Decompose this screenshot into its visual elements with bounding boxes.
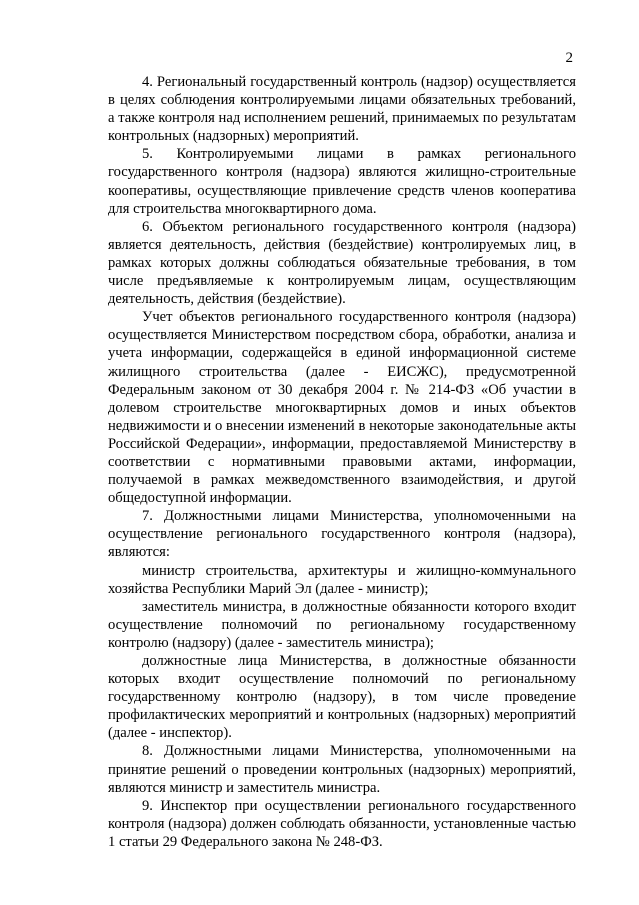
paragraph-objects-accounting: Учет объектов регионального государственного контроля (надзора) осуществляется Министерством посредством сбора, обработки, анализа и учета информации, содержащейся в единой информационной системе жилищного строительства (далее - ЕИСЖС), предусмотренной Федеральным законом от 30 декабря 2004 г. № 214-ФЗ «Об участии в долевом строительстве многоквартирных домов и иных объектов недвижимости и о внесении изменений в некоторые законодательные акты Российской Федерации», информации, предоставляемой Министерству в соответствии с нормативными правовыми актами, информации, получаемой в рамках межведомственного взаимодействия, и другой общедоступной информации. — [108, 309, 576, 507]
paragraph-minister: министр строительства, архитектуры и жилищно-коммунального хозяйства Республики Марий Эл (далее - министр); — [108, 562, 576, 597]
paragraph-inspector: должностные лица Министерства, в должностные обязанности которых входит осуществление полномочий по региональному государственному контролю (надзору), в том числе проведение профилактических мероприятий и контрольных (надзорных) мероприятий (далее - инспектор). — [108, 653, 576, 742]
paragraph-5-controlled-persons: 5. Контролируемыми лицами в рамках регионального государственного контроля (надзора) являются жилищно-строительные кооперативы, осуществляющие привлечение средств членов кооператива для строительства многоквартирного дома. — [108, 146, 576, 217]
paragraph-7-officials: 7. Должностными лицами Министерства, уполномоченными на осуществление регионального государственного контроля (надзора), являются: — [108, 508, 576, 561]
paragraph-deputy-minister: заместитель министра, в должностные обязанности которого входит осуществление полномочий по региональному государственному контролю (надзору) (далее - заместитель министра); — [108, 598, 576, 651]
paragraph-9-inspector-duties: 9. Инспектор при осуществлении регионального государственного контроля (надзора) должен соблюдать обязанности, установленные частью 1 статьи 29 Федерального закона № 248-ФЗ. — [108, 797, 576, 850]
page-number: 2 — [565, 50, 573, 66]
paragraph-6-control-object: 6. Объектом регионального государственного контроля (надзора) является деятельность, действия (бездействие) контролируемых лиц, в рамках которых должны соблюдаться обязательные требования, в том числе предъявляемые к контролируемым лицам, осуществляющим деятельность, действия (бездействие). — [108, 218, 576, 308]
paragraph-8-decision-makers: 8. Должностными лицами Министерства, уполномоченными на принятие решений о проведении контрольных (надзорных) мероприятий, являются министр и заместитель министра. — [108, 743, 576, 796]
document-body — [108, 73, 576, 851]
paragraph-4-regional-control: 4. Региональный государственный контроль (надзор) осуществляется в целях соблюдения контролируемыми лицами обязательных требований, а также контроля над исполнением решений, принимаемых по результатам контрольных (надзорных) мероприятий. — [108, 74, 576, 145]
